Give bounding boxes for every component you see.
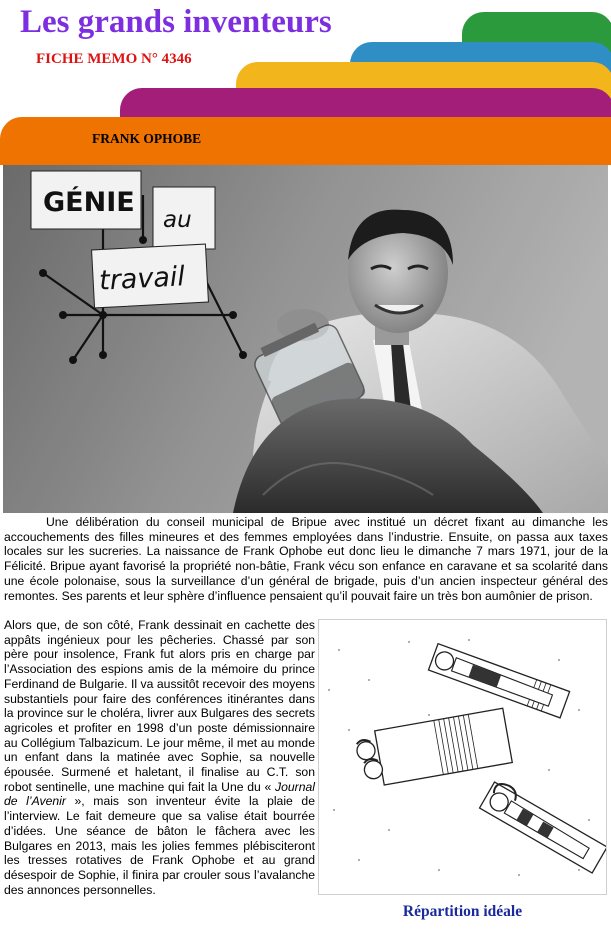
inventor-photo	[3, 165, 608, 513]
article-paragraph-2-start: Alors que, de son côté, Frank dessinait en cachette des appâts ingénieux pour les pêcheries. Chassé par son père pour insolence, Frank fut alors pris en charge par l’Association des espions amis de la mémoire du prince Ferdinand de Bulgarie. Il va aussitôt recevoir des moyens substantiels pour faire des conférences itinérantes dans la province sur le choléra, livrer aux Bulgares des secrets agricoles et profiter en 1998 d’un poste démissionnaire au Collégium Talbazicum. Le jour même, il met au monde un enfant dans la matinée avec Sophie, sa nouvelle épousée. Surmené et haletant, il finalise au C.T. son robot sentinelle, une machine qui fait la Une du «	[4, 618, 315, 794]
header-banner	[0, 0, 611, 165]
sign-word-genie: GÉNIE	[43, 187, 135, 218]
person-name: FRANK OPHOBE	[92, 131, 202, 146]
cartoon-caption: Répartition idéale	[402, 903, 523, 920]
fiche-number: FICHE MEMO N° 4346	[36, 51, 192, 67]
page-title: Les grands inventeurs	[20, 4, 332, 40]
article-paragraph-2-end: », mais son inventeur évite la plaie de l’interview. Le fait demeure que sa valise était bourrée d’idées. Une séance de bâton le fâchera avec les Bulgares en 2013, mais les jolies femmes plébisciteront les tresses rotatives de Frank Ophobe et au grand désespoir de Sophie, il finira par crouler sous l’avalanche des annonces personnelles.	[4, 794, 315, 897]
cartoon-illustration	[318, 619, 607, 895]
article-paragraph-2	[4, 618, 315, 897]
article-paragraph-1: Une délibération du conseil municipal de Bripue avec institué un décret fixant au dimanche les accouchements des filles mineures et des femmes employées dans l’industrie. Ensuite, on passa aux taxes locales sur les sucreries. La naissance de Frank Ophobe eut donc lieu le dimanche 7 mars 1971, jour de la Félicité. Bripue ayant favorisé la propriété non-bâtie, Frank vécu son enfance en caravane et sa scolarité dans une école polonaise, sous la surveillance d’un général de brigade, puis d’un ancien inspecteur général des remontes. Ses parents et leur sphère d’influence pensaient qu’il pouvait faire un très bon aumônier de prison.	[4, 515, 608, 603]
article-columns	[4, 618, 608, 936]
journal-title: Journal de l’Avenir	[4, 779, 315, 809]
sign-word-travail: travail	[98, 261, 186, 297]
sign-word-au: au	[163, 207, 192, 233]
article-intro	[4, 515, 608, 603]
